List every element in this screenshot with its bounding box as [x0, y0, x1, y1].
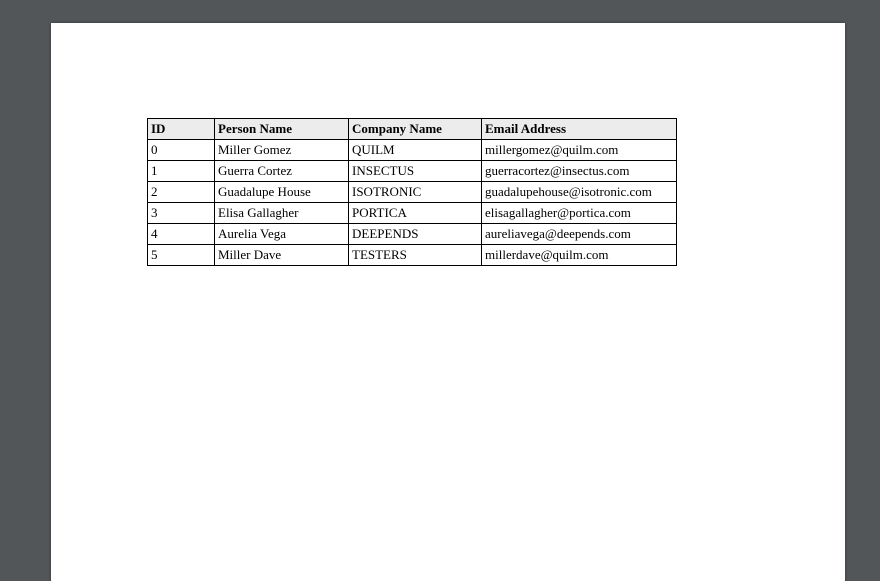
cell-company-name: TESTERS: [349, 245, 482, 266]
cell-company-name: DEEPENDS: [349, 224, 482, 245]
table-row: [148, 182, 677, 203]
cell-id: 3: [148, 203, 215, 224]
cell-email-address: millerdave@quilm.com: [482, 245, 677, 266]
column-header-id: ID: [148, 119, 215, 140]
cell-person-name: Guerra Cortez: [215, 161, 349, 182]
cell-id: 4: [148, 224, 215, 245]
table-row: [148, 224, 677, 245]
cell-id: 1: [148, 161, 215, 182]
cell-email-address: guerracortez@insectus.com: [482, 161, 677, 182]
cell-company-name: PORTICA: [349, 203, 482, 224]
table-header-row: [148, 119, 677, 140]
table-row: [148, 203, 677, 224]
document-page: [51, 23, 845, 581]
data-table: [147, 118, 677, 266]
cell-company-name: ISOTRONIC: [349, 182, 482, 203]
table-row: [148, 140, 677, 161]
cell-email-address: millergomez@quilm.com: [482, 140, 677, 161]
cell-email-address: aureliavega@deepends.com: [482, 224, 677, 245]
cell-id: 2: [148, 182, 215, 203]
column-header-email-address: Email Address: [482, 119, 677, 140]
cell-email-address: elisagallagher@portica.com: [482, 203, 677, 224]
cell-company-name: QUILM: [349, 140, 482, 161]
cell-company-name: INSECTUS: [349, 161, 482, 182]
column-header-person-name: Person Name: [215, 119, 349, 140]
cell-person-name: Guadalupe House: [215, 182, 349, 203]
cell-id: 5: [148, 245, 215, 266]
table-row: [148, 245, 677, 266]
cell-person-name: Elisa Gallagher: [215, 203, 349, 224]
cell-person-name: Aurelia Vega: [215, 224, 349, 245]
cell-id: 0: [148, 140, 215, 161]
column-header-company-name: Company Name: [349, 119, 482, 140]
cell-person-name: Miller Gomez: [215, 140, 349, 161]
cell-person-name: Miller Dave: [215, 245, 349, 266]
cell-email-address: guadalupehouse@isotronic.com: [482, 182, 677, 203]
table-row: [148, 161, 677, 182]
